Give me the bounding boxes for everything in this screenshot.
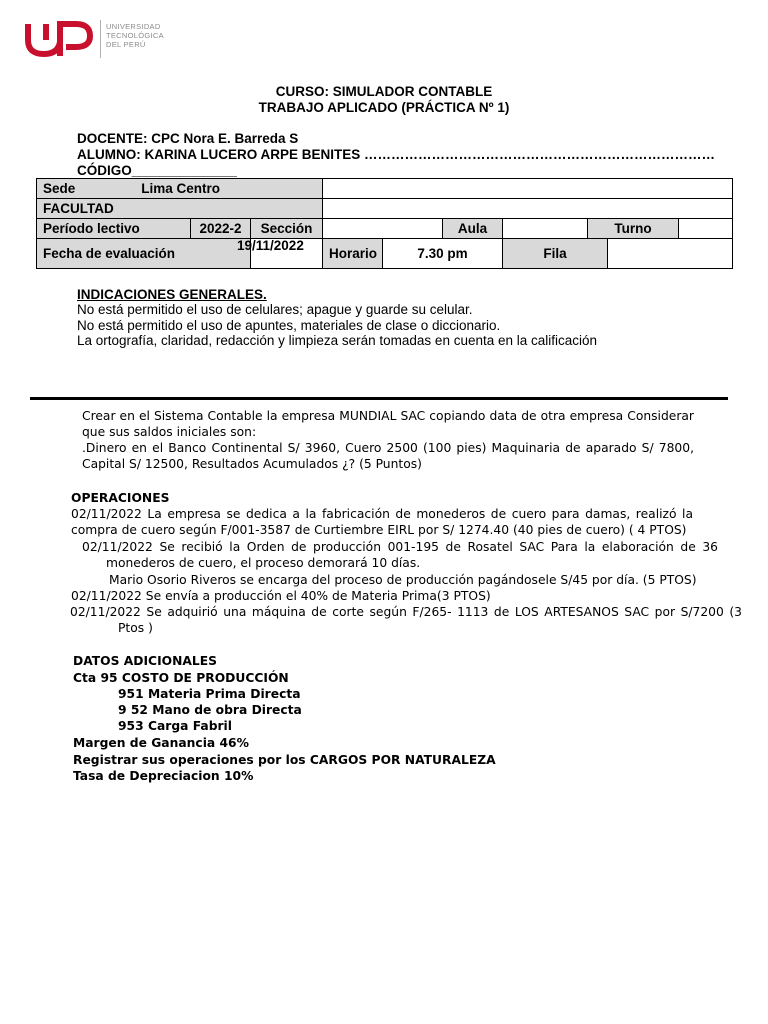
intro-paragraph: Crear en el Sistema Contable la empresa MUNDIAL SAC copiando data de otra empresa Considerar que sus saldos iniciales son: [82, 409, 694, 440]
indications-title: INDICACIONES GENERALES. [77, 287, 267, 302]
section-label: Sección [251, 219, 323, 239]
shift-field [679, 219, 733, 239]
work-title: TRABAJO APLICADO (PRÁCTICA Nº 1) [258, 100, 510, 115]
shift-label: Turno [588, 219, 679, 239]
operation-3: 02/11/2022 Se envía a producción el 40% de Materia Prima(3 PTOS) [71, 589, 491, 603]
account-952: 9 52 Mano de obra Directa [118, 703, 302, 717]
period-label: Período lectivo [37, 219, 191, 239]
section-field [323, 219, 443, 239]
row-label: Fila [503, 239, 608, 269]
student-line: ALUMNO: KARINA LUCERO ARPE BENITES …………………………………………………………………… [77, 147, 716, 162]
schedule-label: Horario [323, 239, 383, 269]
date-row [37, 239, 733, 269]
operation-2: 02/11/2022 Se recibió la Orden de producción 001-195 de Rosatel SAC Para la elaboración de 36 monederos de cuero, el proceso demorará 10 días. [82, 540, 718, 571]
logo-divider [100, 20, 101, 58]
code-line: CÓDIGO______________ [77, 163, 237, 178]
profit-margin: Margen de Ganancia 46% [73, 736, 249, 750]
logo-text: UNIVERSIDAD TECNOLÓGICA DEL PERÚ [106, 22, 164, 49]
account-95: Cta 95 COSTO DE PRODUCCIÓN [73, 671, 289, 685]
university-logo [24, 16, 164, 62]
operation-4: 02/11/2022 Se adquirió una máquina de corte según F/265- 1113 de LOS ARTESANOS SAC por S/7200 (3 Ptos ) [70, 605, 742, 636]
teacher-line: DOCENTE: CPC Nora E. Barreda S [77, 131, 299, 146]
sede-row [37, 179, 733, 199]
register-instruction: Registrar sus operaciones por los CARGOS POR NATURALEZA [73, 753, 496, 767]
period-row [37, 219, 733, 239]
operations-title: OPERACIONES [71, 491, 170, 505]
faculty-label: FACULTAD [37, 199, 323, 219]
row-field [608, 239, 733, 269]
exam-info-table [36, 178, 733, 269]
sede-value: Lima Centro [141, 181, 221, 196]
initial-balances: .Dinero en el Banco Continental S/ 3960, Cuero 2500 (100 pies) Maquinaria de aparado S/ 7800, Capital S/ 12500, Resultados Acumulados ¿? (5 Puntos) [82, 441, 694, 472]
up-logo-mark-icon [24, 16, 98, 60]
operation-2-labor: Mario Osorio Riveros se encarga del proceso de producción pagándosele S/45 por día. (5 PTOS) [109, 573, 697, 587]
date-label: Fecha de evaluación [37, 239, 251, 269]
account-951: 951 Materia Prima Directa [118, 687, 301, 701]
period-value: 2022-2 [191, 219, 251, 239]
operation-1: 02/11/2022 La empresa se dedica a la fabricación de monederos de cuero para damas, realizó la compra de cuero según F/001-3587 de Curtiembre EIRL por S/ 1274.40 (40 pies de cuero) ( 4 PTOS) [71, 507, 693, 538]
schedule-value: 7.30 pm [383, 239, 503, 269]
room-field [503, 219, 588, 239]
date-value: 19/11/2022 [251, 239, 323, 269]
additional-title: DATOS ADICIONALES [73, 654, 218, 668]
room-label: Aula [443, 219, 503, 239]
faculty-row [37, 199, 733, 219]
account-953: 953 Carga Fabril [118, 719, 232, 733]
section-divider [30, 397, 728, 400]
indication-3: La ortografía, claridad, redacción y limpieza serán tomadas en cuenta en la calificación [77, 333, 598, 348]
course-title: CURSO: SIMULADOR CONTABLE [275, 84, 493, 99]
depreciation-rate: Tasa de Depreciacion 10% [73, 769, 254, 783]
indication-1: No está permitido el uso de celulares; apague y guarde su celular. [77, 302, 473, 317]
sede-label: Sede Lima Centro [37, 179, 283, 199]
indication-2: No está permitido el uso de apuntes, materiales de clase o diccionario. [77, 318, 501, 333]
faculty-field [323, 199, 733, 219]
sede-field [323, 179, 733, 199]
